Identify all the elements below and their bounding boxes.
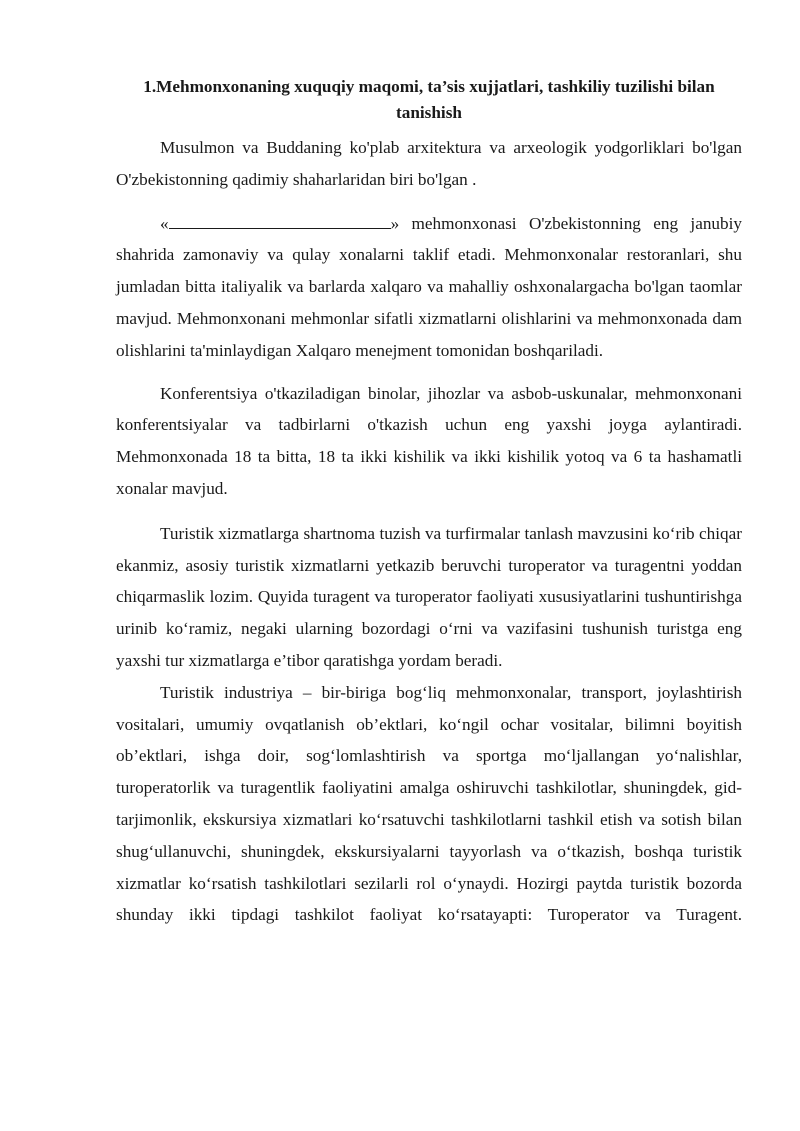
document-title: 1.Mehmonxonaning xuquqiy maqomi, ta’sis xujjatlari, tashkiliy tuzilishi bilan tanishish: [143, 77, 715, 122]
paragraph-tour-services: Turistik xizmatlarga shartnoma tuzish va turfirmalar tanlash mavzusini ko‘rib chiqar ekanmiz, asosiy turistik xizmatlarni yetkazib beruvchi turoperator va turagentni yoddan chiqarmaslik lozim. Quyida turagent va turoperator faoliyati xususiyatlarini tushuntirishga urinib ko‘ramiz, negaki ularning bozordagi o‘rni va vazifasini tushunish turistga eng yaxshi tur xizmatlarga e’tibor qaratishga yordam beradi.: [116, 523, 742, 670]
open-quote: «: [160, 213, 169, 233]
hotel-name-blank: [169, 212, 391, 229]
paragraph-hotel-text: mehmonxonasi O'zbekistonning eng janubiy shahrida zamonaviy va qulay xonalarni taklif etadi. Mehmonxonalar restoranlari, shu jumladan bitta italiyalik va barlarda xalqaro va mahalliy oshxonalargacha bo'lgan taomlar mavjud. Mehmonxonani mehmonlar sifatli xizmatlarni olishlarini va mehmonxonada dam olishlarini ta'minlaydigan Xalqaro menejment tomonidan boshqariladi.: [116, 213, 742, 360]
paragraph-tourism-industry: Turistik industriya – bir-biriga bog‘liq mehmonxonalar, transport, joylashtirish vositalari, umumiy ovqatlanish ob’ektlari, ko‘ngil ochar vositalar, bilimni boyitish ob’ektlari, ishga doir, sog‘lomlashtirish va sportga mo‘ljallangan yo‘nalishlar, turoperatorlik va turagentlik faoliyatini amalga oshiruvchi tashkilotlar, shuningdek, gid-tarjimonlik, ekskursiya xizmatlari ko‘rsatuvchi tashkilotlarni tashkil etish va sotish bilan shug‘ullanuvchi, shuningdek, ekskursiyalarni tayyorlash va o‘tkazish, boshqa turistik xizmatlar ko‘rsatish tashkilotlari sezilarli rol o‘ynaydi. Hozirgi paytda turistik bozorda shunday ikki tipdagi tashkilot faoliyat ko‘rsatayapti: Turoperator va Turagent.: [116, 682, 742, 925]
document-body: [116, 74, 742, 931]
paragraph-conference: Konferentsiya o'tkaziladigan binolar, jihozlar va asbob-uskunalar, mehmonxonani konferentsiyalar va tadbirlarni o'tkazish uchun eng yaxshi joyga aylantiradi. Mehmonxonada 18 ta bitta, 18 ta ikki kishilik va ikki kishilik yotoq va 6 ta hashamatli xonalar mavjud.: [116, 383, 742, 498]
paragraph-intro: Musulmon va Buddaning ko'plab arxitektura va arxeologik yodgorliklari bo'lgan O'zbekistonning qadimiy shaharlaridan biri bo'lgan .: [116, 138, 742, 189]
close-quote: »: [390, 213, 400, 233]
paragraph-hotel: [116, 208, 742, 367]
